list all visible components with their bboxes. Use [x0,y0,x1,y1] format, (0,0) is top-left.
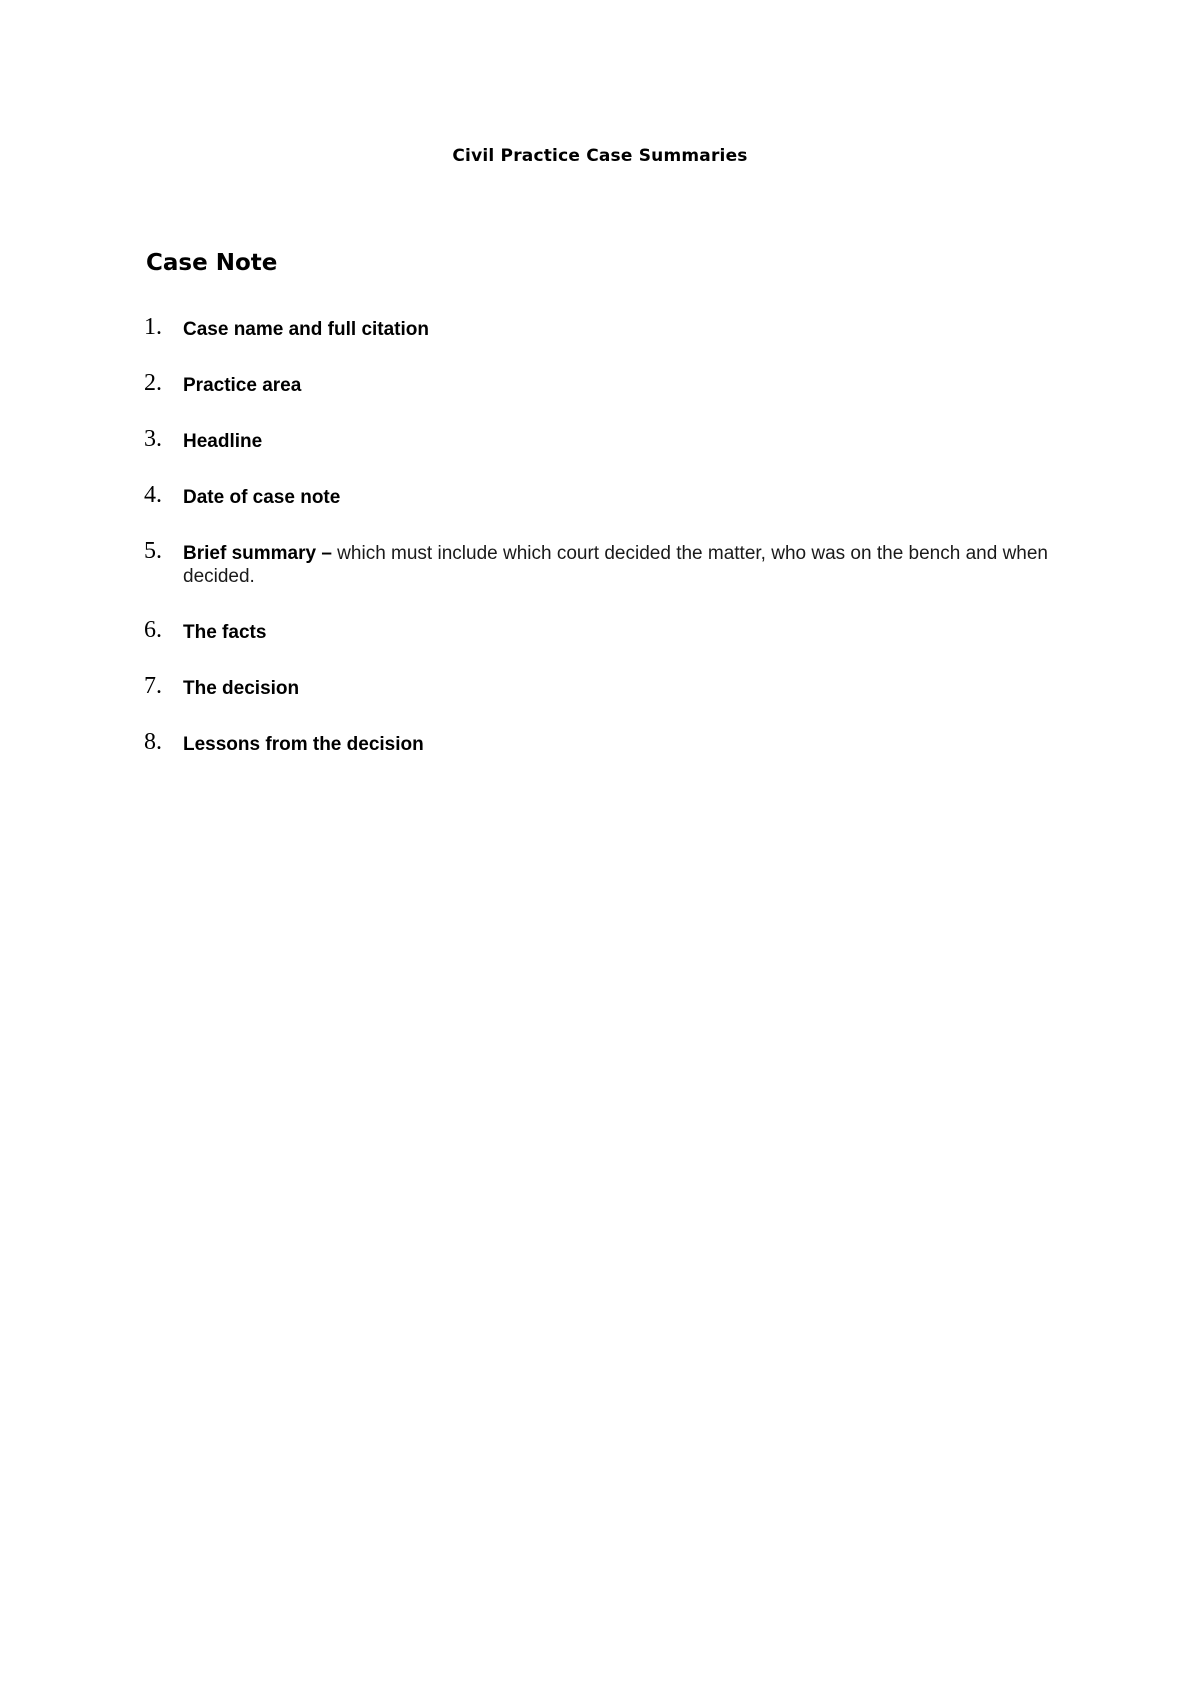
outline-item-2 [144,370,1064,397]
item-number: 8. [144,729,162,755]
outline-item-7 [144,673,1064,700]
item-number: 1. [144,314,162,340]
item-label: The decision [183,678,300,699]
item-label: The facts [183,622,267,643]
item-number: 7. [144,673,162,699]
document-title: Civil Practice Case Summaries [452,146,748,166]
item-number: 6. [144,617,162,643]
outline-item-8 [144,729,1064,756]
outline-item-6 [144,617,1064,644]
case-note-outline [144,314,1064,789]
item-description: which must include which court decided the matter, who was on the bench and when decided. [183,543,1048,587]
item-label: Case name and full citation [183,319,429,340]
item-label: Brief summary – [183,543,332,564]
section-heading: Case Note [146,250,278,276]
item-number: 4. [144,482,162,508]
item-number: 5. [144,538,162,564]
outline-item-1 [144,314,1064,341]
item-label: Headline [183,431,263,452]
item-number: 2. [144,370,162,396]
item-number: 3. [144,426,162,452]
outline-item-4 [144,482,1064,509]
outline-item-5 [144,538,1064,588]
item-label: Date of case note [183,487,341,508]
item-label: Practice area [183,375,302,396]
outline-item-3 [144,426,1064,453]
item-label: Lessons from the decision [183,734,424,755]
